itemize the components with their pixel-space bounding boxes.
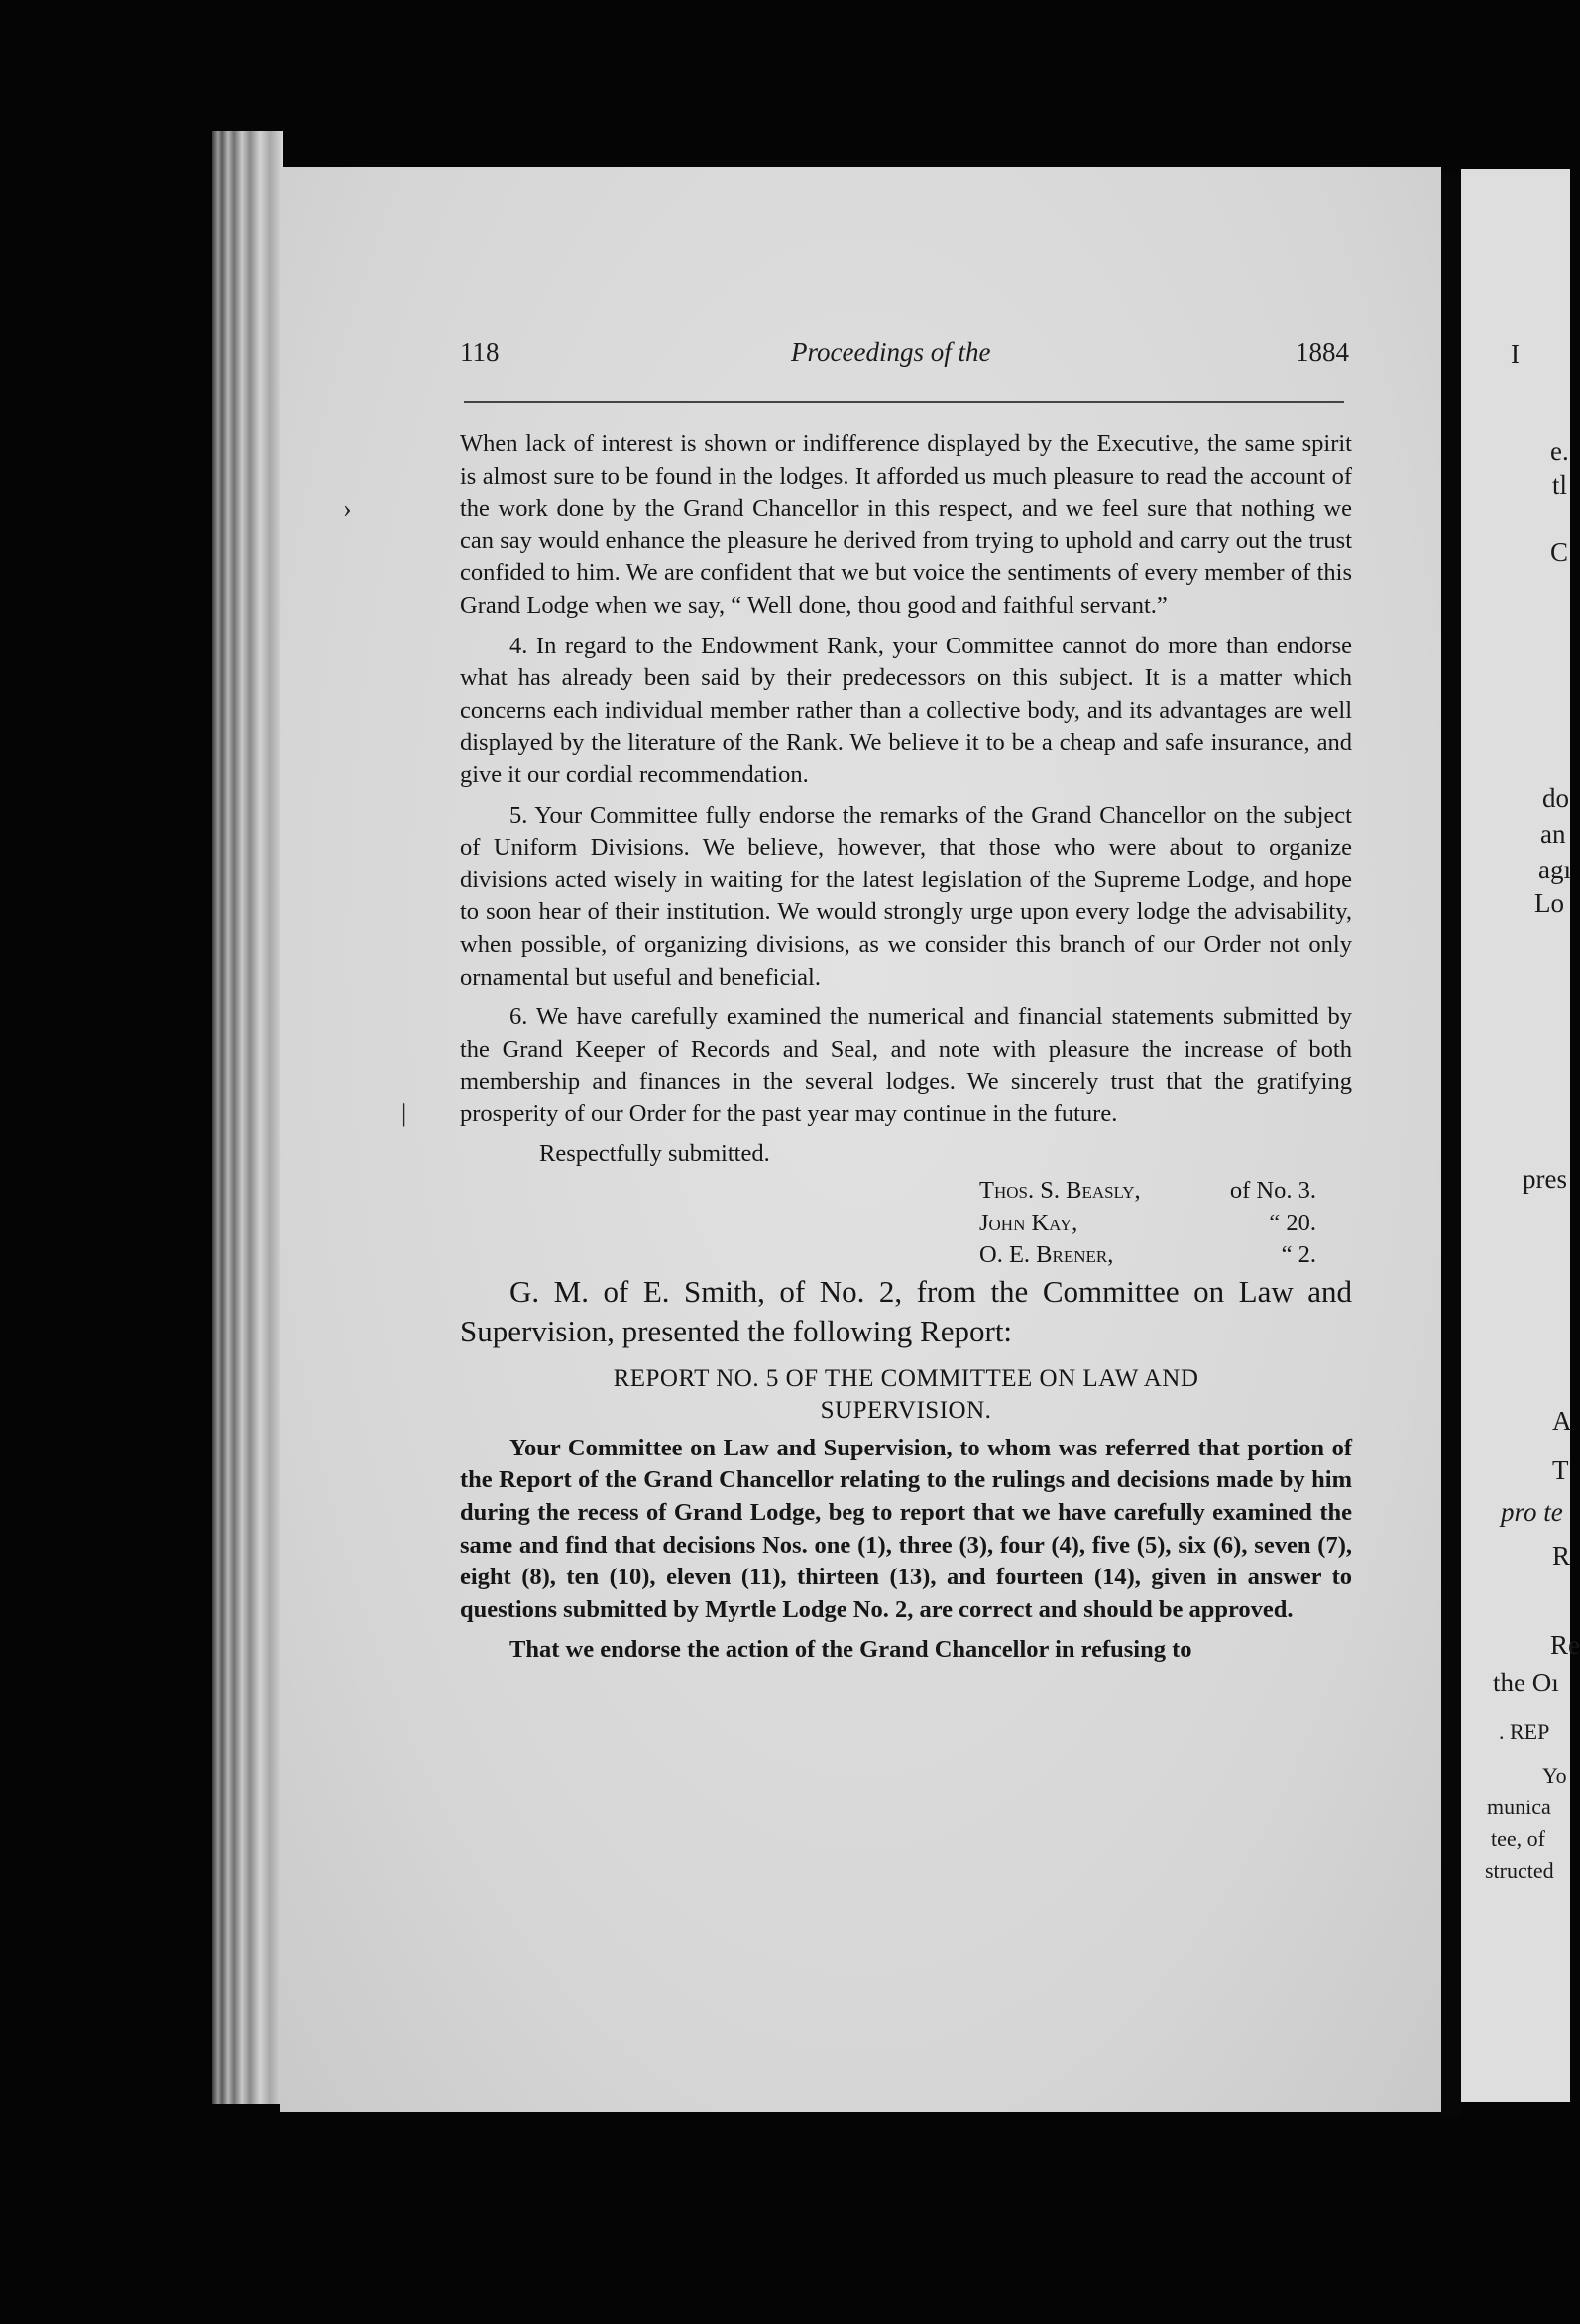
paragraph-endorse-action: That we endorse the action of the Grand Chancellor in refusing to [509,1636,1192,1664]
facing-text: munica [1487,1795,1551,1819]
facing-text: A [1552,1406,1572,1436]
report-title [460,1363,1352,1427]
signature-row [979,1175,1316,1208]
book-page-edges [212,131,283,2104]
book-gutter [1441,174,1461,2117]
paragraph-endowment-rank: 4. In regard to the Endowment Rank, your Committee cannot do more than endorse what has already been said by their predecessors on this subject. It is a matter which concerns each individual member rather than a collective body, and its advantages are well displayed by the literature of the Rank. We believe it to be a cheap and safe insurance, and give it our cordial recommendation. [460,632,1352,788]
signer-lodge: “ 20. [1269,1209,1316,1236]
signer-name: O. E. Brener, [979,1241,1114,1269]
signer-lodge: “ 2. [1281,1241,1316,1269]
facing-text: pres [1523,1164,1567,1194]
facing-text: R [1552,1541,1571,1570]
running-header [460,337,1352,377]
margin-mark: | [401,1099,407,1127]
facing-text: structed [1485,1858,1554,1883]
header-year: 1884 [1296,337,1349,367]
facing-text: tee, of [1491,1826,1545,1851]
header-rule [464,401,1344,403]
signature-block [979,1175,1316,1272]
paragraph-uniform-divisions: 5. Your Committee fully endorse the remarks of the Grand Chancellor on the subject of Uniform Divisions. We believe, however, that those who were about to organize divisions acted wisely in waiting for the latest legislation of the Supreme Lodge, and hope to soon hear of their institution. We would strongly urge upon every lodge the advisability, when possible, of organizing divisions, as we consider this branch of our Order not only ornamental but useful and beneficial. [460,801,1352,990]
paragraph-executive: When lack of interest is shown or indifference displayed by the Executive, the same spirit is almost sure to be found in the lodges. It afforded us much pleasure to read the account of the work done by the Grand Chancellor in this respect, and we feel sure that nothing we can say would enhance the pleasure he derived from trying to uphold and carry out the trust confided to him. We are confident that we but voice the sentiments of every member of this Grand Lodge when we say, “ Well done, thou good and faithful servant.” [460,430,1352,619]
facing-text: do [1542,783,1569,813]
facing-text: I [1511,339,1520,369]
facing-text: . REP [1499,1719,1550,1744]
facing-text: agı [1538,855,1571,884]
paragraph-decisions: Your Committee on Law and Supervision, to whom was referred that portion of the Report of the Grand Chancellor relating to the rulings and decisions made by him during the recess of Grand Lodge, beg to report that we have carefully examined the same and find that decisions Nos. one (1), three (3), four (4), five (5), six (6), seven (7), eight (8), ten (10), eleven (11), thirteen (13), and fourteen (14), given in answer to questions submitted by Myrtle Lodge No. 2, are correct and should be approved. [460,1434,1352,1623]
signer-name: John Kay, [979,1209,1078,1236]
signature-row [979,1208,1316,1240]
signature-row [979,1239,1316,1272]
facing-text: tl [1552,470,1568,500]
signer-lodge: of No. 3. [1229,1177,1316,1205]
respectfully-submitted: Respectfully submitted. [539,1140,770,1168]
facing-text: Yo [1542,1763,1567,1788]
facing-text: C [1550,537,1569,567]
page-number: 118 [460,337,500,367]
page-body [460,428,1352,1675]
facing-text: an [1540,819,1566,849]
running-title: Proceedings of the [791,337,991,367]
facing-text: T [1552,1455,1569,1485]
signer-name: Thos. S. Beasly, [979,1177,1141,1205]
facing-text: pro te [1501,1497,1563,1527]
margin-mark: › [343,494,352,523]
report-title-line: SUPERVISION. [820,1396,992,1424]
facing-text: e. [1550,436,1569,466]
facing-text: Re [1550,1630,1580,1660]
report-introduction: G. M. of E. Smith, of No. 2, from the Committee on Law and Supervision, presented the following Report: [460,1273,1352,1348]
facing-text: the Oı [1493,1668,1559,1697]
paragraph-statements: 6. We have carefully examined the numerical and financial statements submitted by the Grand Keeper of Records and Seal, and note with pleasure the increase of both membership and finances in the several lodges. We sincerely trust that the gratifying prosperity of our Order for the past year may continue in the future. [460,1003,1352,1127]
facing-text: Lo [1534,888,1564,918]
report-title-line: REPORT NO. 5 OF THE COMMITTEE ON LAW AND [613,1364,1199,1392]
facing-page-fragment [1461,169,1580,2102]
